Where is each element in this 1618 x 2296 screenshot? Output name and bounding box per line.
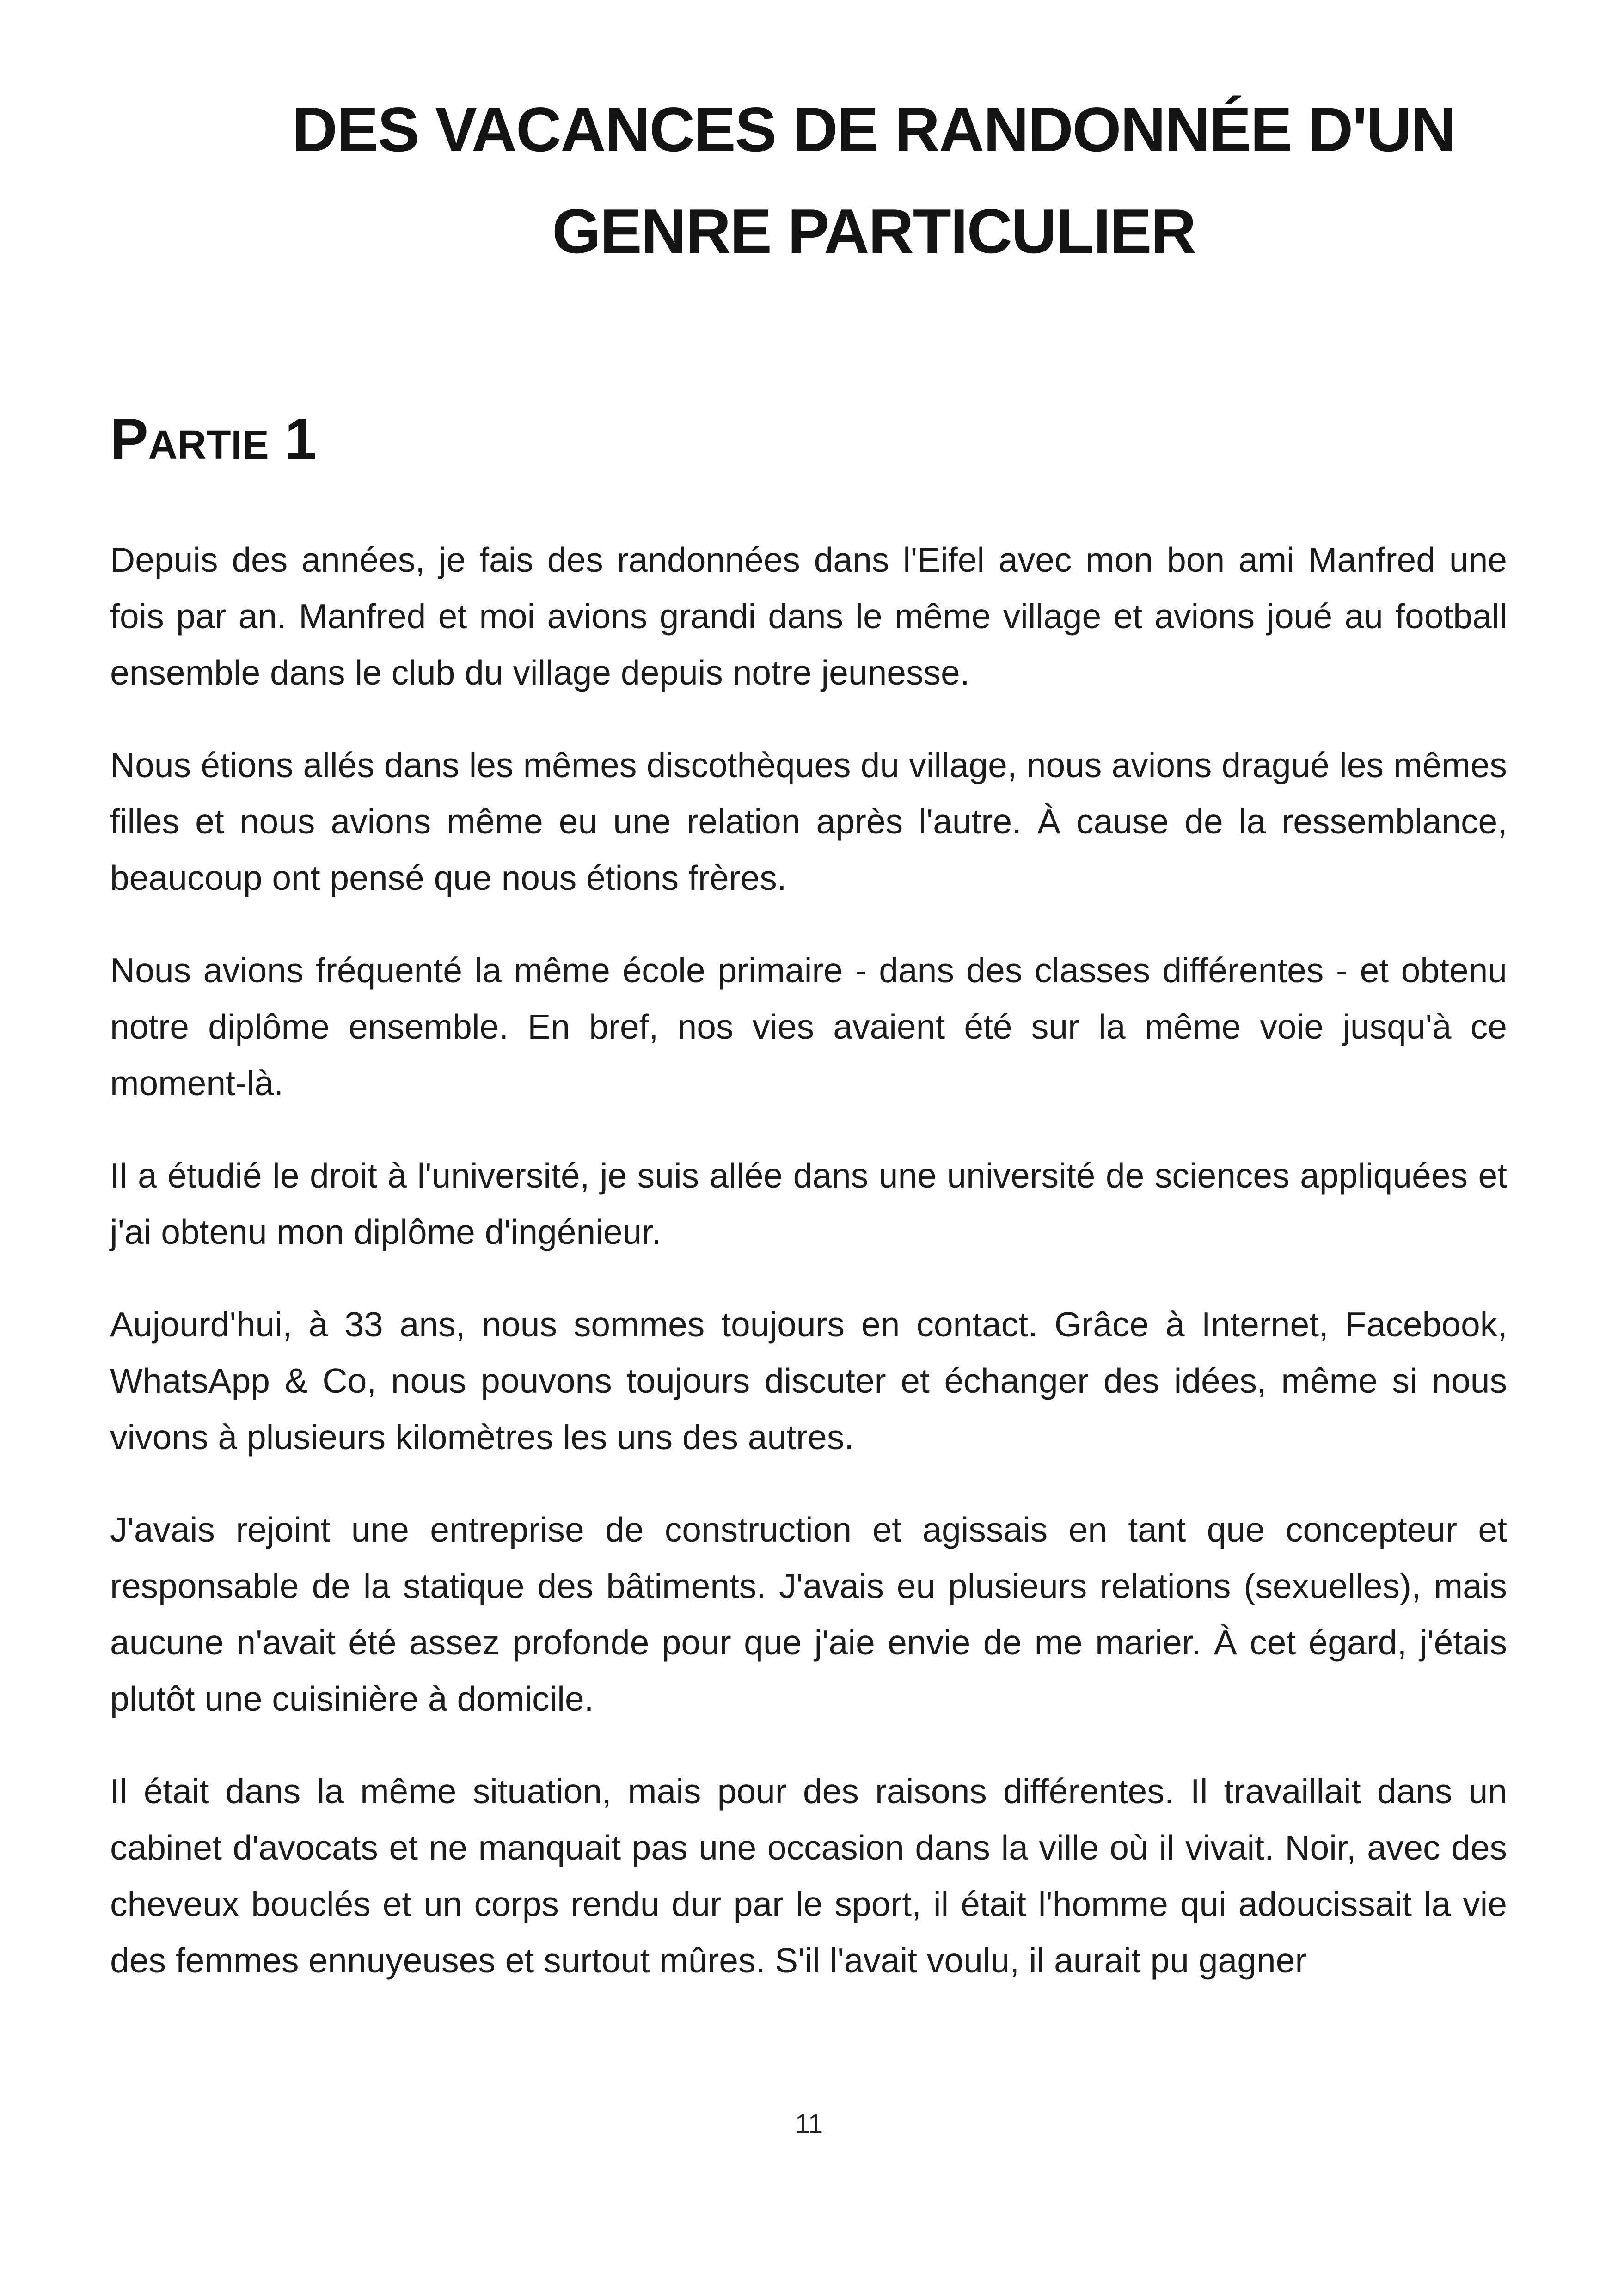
paragraph: Il a étudié le droit à l'université, je suis allée dans une université de sciences appliquées et j'ai obtenu mon diplôme d'ingénieur. bbox=[110, 1156, 1507, 1251]
page-number: 11 bbox=[795, 2109, 823, 2139]
paragraph: Depuis des années, je fais des randonnées dans l'Eifel avec mon bon ami Manfred une fois par an. Manfred et moi avions grandi dans le même village et avions joué au football ensemble dans le club du village depuis notre jeunesse. bbox=[110, 540, 1507, 692]
page-title bbox=[259, 79, 1489, 282]
paragraph: Aujourd'hui, à 33 ans, nous sommes toujours en contact. Grâce à Internet, Facebook, WhatsApp & Co, nous pouvons toujours discuter et échanger des idées, même si nous vivons à plusieurs kilomètres les uns des autres. bbox=[110, 1305, 1507, 1457]
title-line-1: DES VACANCES DE RANDONNÉE D'UN bbox=[292, 94, 1456, 165]
title-line-2: GENRE PARTICULIER bbox=[552, 196, 1195, 266]
paragraph: Nous avions fréquenté la même école primaire - dans des classes différentes - et obtenu notre diplôme ensemble. En bref, nos vies avaient été sur la même voie jusqu'à ce moment-là. bbox=[110, 951, 1507, 1102]
paragraph: Nous étions allés dans les mêmes discothèques du village, nous avions dragué les mêmes filles et nous avions même eu une relation après l'autre. À cause de la ressemblance, beaucoup ont pensé que nous étions frères. bbox=[110, 746, 1507, 897]
body-text bbox=[110, 532, 1507, 2025]
part-heading bbox=[110, 402, 317, 476]
paragraph: J'avais rejoint une entreprise de construction et agissais en tant que concepteur et responsable de la statique des bâtiments. J'avais eu plusieurs relations (sexuelles), mais aucune n'avait été assez profonde pour que j'aie envie de me marier. À cet égard, j'étais plutôt une cuisinière à domicile. bbox=[110, 1510, 1507, 1718]
paragraph: Il était dans la même situation, mais pour des raisons différentes. Il travaillait dans un cabinet d'avocats et ne manquait pas une occasion dans la ville où il vivait. Noir, avec des cheveux bouclés et un corps rendu dur par le sport, il était l'homme qui adoucissait la vie des femmes ennuyeuses et surtout mûres. S'il l'avait voulu, il aurait pu gagner bbox=[110, 1772, 1507, 1980]
part-heading-label: Partie 1 bbox=[110, 407, 317, 471]
